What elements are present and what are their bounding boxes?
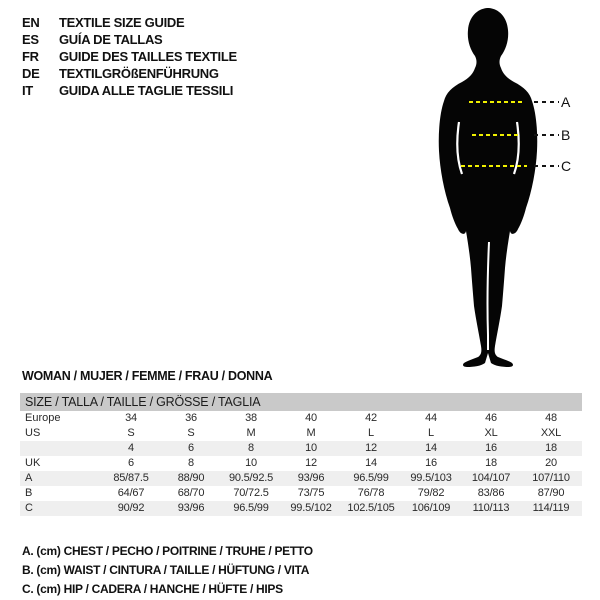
row-label: A <box>25 472 33 484</box>
size-cell: 20 <box>545 457 557 469</box>
language-title: GUÍA DE TALLAS <box>59 32 163 47</box>
size-cell: 14 <box>425 442 437 454</box>
size-cell: 114/119 <box>532 502 570 514</box>
size-cell: 6 <box>128 457 134 469</box>
row-label: US <box>25 427 41 439</box>
measure-legend <box>22 542 313 599</box>
language-code: IT <box>22 83 33 98</box>
size-table-header: SIZE / TALLA / TAILLE / GRÖSSE / TAGLIA <box>20 393 582 411</box>
size-cell: 42 <box>365 412 377 424</box>
size-cell: 16 <box>485 442 497 454</box>
size-cell: M <box>306 427 316 439</box>
language-title: TEXTILGRÖßENFÜHRUNG <box>59 66 219 81</box>
size-cell: 79/82 <box>417 487 445 499</box>
table-row <box>20 441 582 456</box>
size-cell: 107/110 <box>532 472 570 484</box>
language-title: GUIDE DES TAILLES TEXTILE <box>59 49 237 64</box>
size-cell: 4 <box>128 442 134 454</box>
table-row <box>20 471 582 486</box>
row-label: UK <box>25 457 41 469</box>
size-cell: 87/90 <box>537 487 565 499</box>
language-list <box>22 14 237 99</box>
size-cell: 12 <box>305 457 317 469</box>
language-title: TEXTILE SIZE GUIDE <box>59 15 185 30</box>
size-cell: 99.5/103 <box>410 472 452 484</box>
waist-measure-dash <box>472 134 518 136</box>
waist-marker-label: B <box>561 127 571 143</box>
chest-marker-label: A <box>561 94 571 110</box>
size-cell: 73/75 <box>297 487 325 499</box>
size-cell: 8 <box>188 457 194 469</box>
section-title: WOMAN / MUJER / FEMME / FRAU / DONNA <box>22 369 273 383</box>
size-cell: 18 <box>485 457 497 469</box>
size-cell: 93/96 <box>177 502 205 514</box>
language-row <box>22 31 237 48</box>
size-cell: 16 <box>425 457 437 469</box>
size-cell: 104/107 <box>471 472 511 484</box>
size-cell: XXL <box>540 427 562 439</box>
table-row <box>20 501 582 516</box>
size-cell: 70/72.5 <box>233 487 269 499</box>
row-label <box>20 441 101 456</box>
legend-chest: A. (cm) CHEST / PECHO / POITRINE / TRUHE / PETTO <box>22 544 313 558</box>
chest-callout-dash <box>534 101 559 103</box>
table-row <box>20 426 582 441</box>
language-row <box>22 14 237 31</box>
hip-marker-label: C <box>561 158 572 174</box>
size-cell: 88/90 <box>177 472 205 484</box>
size-cell: 83/86 <box>477 487 505 499</box>
language-row <box>22 82 237 99</box>
language-row <box>22 48 237 65</box>
row-label: B <box>25 487 33 499</box>
size-cell: 85/87.5 <box>113 472 149 484</box>
language-code: ES <box>22 32 39 47</box>
size-cell: 99.5/102 <box>290 502 332 514</box>
size-cell: 96.5/99 <box>233 502 269 514</box>
table-row <box>20 411 582 426</box>
legend-hip: C. (cm) HIP / CADERA / HANCHE / HÜFTE / HIPS <box>22 582 283 596</box>
table-row <box>20 456 582 471</box>
size-cell: 68/70 <box>177 487 205 499</box>
size-cell: S <box>127 427 135 439</box>
size-cell: XL <box>484 427 498 439</box>
hip-measure-dash <box>461 165 527 167</box>
row-label: Europe <box>25 412 61 424</box>
size-cell: 8 <box>248 442 254 454</box>
size-cell: 36 <box>185 412 197 424</box>
size-cell: 64/67 <box>117 487 145 499</box>
chest-measure-dash <box>469 101 523 103</box>
size-cell: 90.5/92.5 <box>228 472 274 484</box>
size-cell: 93/96 <box>297 472 325 484</box>
legend-waist: B. (cm) WAIST / CINTURA / TAILLE / HÜFTUNG / VITA <box>22 563 310 577</box>
size-cell: 102.5/105 <box>347 502 395 514</box>
size-cell: 76/78 <box>357 487 385 499</box>
woman-silhouette <box>428 4 560 370</box>
size-table <box>20 393 582 516</box>
waist-callout-dash <box>534 134 559 136</box>
size-cell: 14 <box>365 457 377 469</box>
language-title: GUIDA ALLE TAGLIE TESSILI <box>59 83 234 98</box>
language-code: EN <box>22 15 40 30</box>
size-cell: 10 <box>305 442 317 454</box>
size-cell: S <box>187 427 195 439</box>
size-cell: L <box>428 427 434 439</box>
size-table-body <box>20 411 582 516</box>
language-row <box>22 65 237 82</box>
size-cell: 34 <box>125 412 137 424</box>
row-label: C <box>25 502 33 514</box>
size-cell: 6 <box>188 442 194 454</box>
size-cell: 46 <box>485 412 497 424</box>
size-cell: 10 <box>245 457 257 469</box>
size-cell: 12 <box>365 442 377 454</box>
size-cell: 106/109 <box>411 502 451 514</box>
hip-callout-dash <box>534 165 559 167</box>
size-cell: 48 <box>545 412 557 424</box>
size-cell: 90/92 <box>117 502 145 514</box>
size-cell: 38 <box>245 412 257 424</box>
size-cell: 18 <box>545 442 557 454</box>
language-code: DE <box>22 66 40 81</box>
size-cell: L <box>368 427 374 439</box>
size-cell: 96.5/99 <box>353 472 389 484</box>
language-code: FR <box>22 49 39 64</box>
size-cell: 110/113 <box>472 502 510 514</box>
size-cell: M <box>246 427 256 439</box>
size-cell: 44 <box>425 412 437 424</box>
size-cell: 40 <box>305 412 317 424</box>
table-row <box>20 486 582 501</box>
